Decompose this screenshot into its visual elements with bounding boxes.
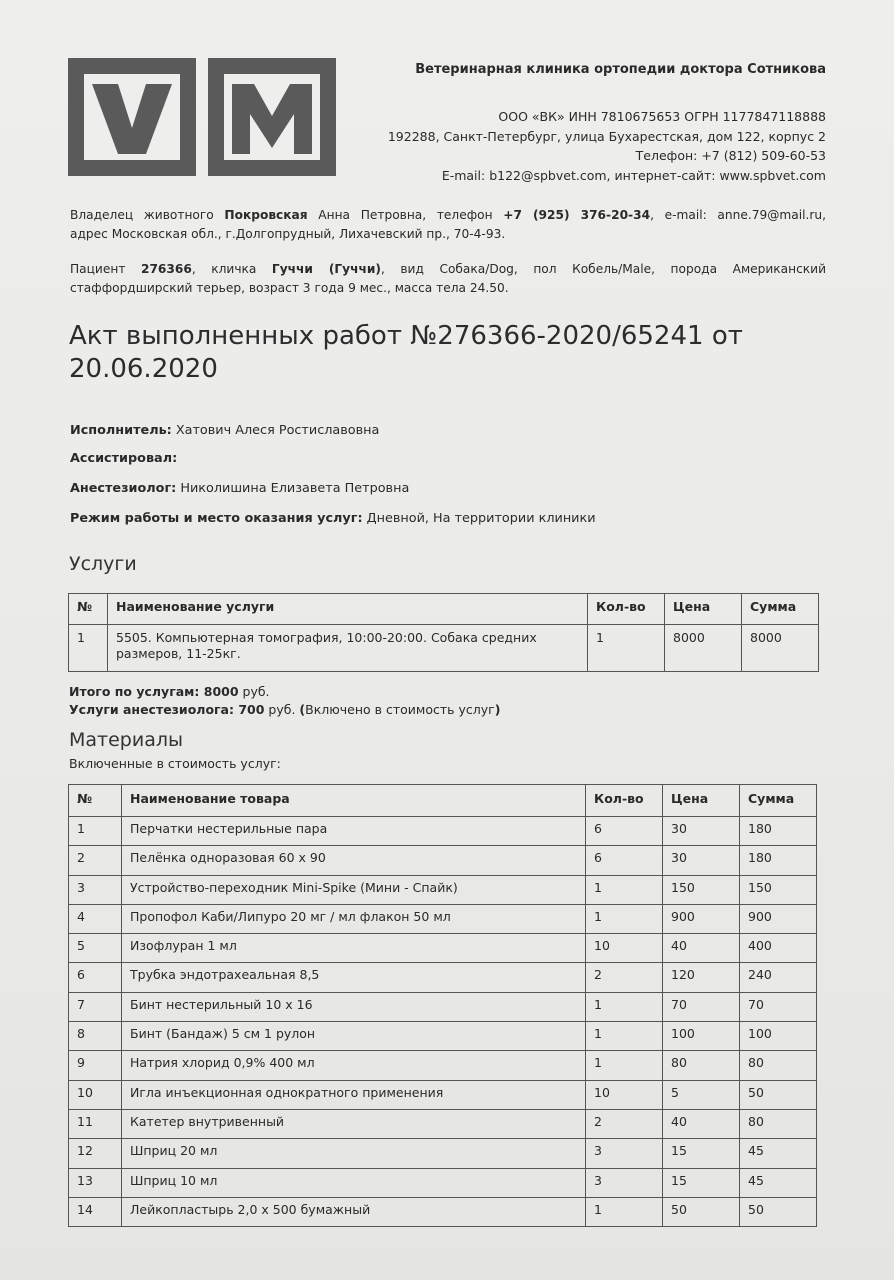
table-cell: 5: [69, 934, 122, 963]
services-header-row: № Наименование услуги Кол-во Цена Сумма: [69, 594, 819, 625]
table-cell: 15: [663, 1168, 740, 1197]
table-cell: 3: [69, 875, 122, 904]
table-cell: 6: [586, 817, 663, 846]
table-cell: 1: [586, 1051, 663, 1080]
table-cell: Устройство-переходник Mini-Spike (Мини - Спайк): [122, 875, 586, 904]
table-row: [69, 1168, 817, 1197]
table-cell: 10: [586, 934, 663, 963]
table-cell: 15: [663, 1139, 740, 1168]
table-row: [69, 1022, 817, 1051]
table-row: [69, 1109, 817, 1138]
patient-nickname: Гуччи (Гуччи): [271, 262, 381, 276]
clinic-name: Ветеринарная клиника ортопедии доктора Сотникова: [415, 62, 826, 77]
table-row: [69, 1139, 817, 1168]
table-cell: 1: [69, 625, 108, 672]
table-cell: 900: [663, 904, 740, 933]
table-cell: 100: [663, 1022, 740, 1051]
table-row: [69, 846, 817, 875]
table-cell: Шприц 10 мл: [122, 1168, 586, 1197]
service-mode-field: Режим работы и место оказания услуг: Дневной, На территории клиники: [70, 511, 596, 526]
clinic-address: 192288, Санкт-Петербург, улица Бухарестская, дом 122, корпус 2: [387, 128, 826, 144]
table-cell: 11: [69, 1109, 122, 1138]
table-cell: 12: [69, 1139, 122, 1168]
clinic-legal: ООО «ВК» ИНН 7810675653 ОГРН 1177847118888: [498, 109, 826, 125]
act-title: Акт выполненных работ №276366-2020/65241 от 20.06.2020: [69, 321, 743, 384]
table-row: [69, 963, 817, 992]
patient-line-1: Пациент 276366, кличка Гуччи (Гуччи), вид Собака/Dog, пол Кобель/Male, порода Американский: [70, 262, 827, 276]
table-cell: 150: [663, 875, 740, 904]
table-cell: Перчатки нестерильные пара: [122, 817, 586, 846]
table-cell: 4: [69, 904, 122, 933]
table-cell: 40: [663, 1109, 740, 1138]
materials-heading: Материалы: [69, 729, 183, 751]
table-cell: 3: [586, 1139, 663, 1168]
patient-line-2: стаффордширский терьер, возраст 3 года 9 мес., масса тела 24.50.: [70, 281, 509, 295]
table-cell: 30: [663, 846, 740, 875]
table-cell: Шприц 20 мл: [122, 1139, 586, 1168]
table-cell: 180: [740, 817, 817, 846]
table-cell: Пелёнка одноразовая 60 х 90: [122, 846, 586, 875]
anesthesiologist-field: Анестезиолог: Николишина Елизавета Петровна: [70, 481, 410, 496]
clinic-header: [388, 60, 826, 185]
table-cell: 100: [740, 1022, 817, 1051]
table-cell: 45: [740, 1139, 817, 1168]
clinic-phone: Телефон: +7 (812) 509-60-53: [635, 148, 826, 164]
services-totals: [69, 683, 500, 719]
table-cell: 13: [69, 1168, 122, 1197]
table-cell: Натрия хлорид 0,9% 400 мл: [122, 1051, 586, 1080]
table-cell: 6: [586, 846, 663, 875]
table-cell: 10: [69, 1080, 122, 1109]
patient-info: [70, 260, 826, 298]
table-cell: Лейкопластырь 2,0 х 500 бумажный: [122, 1197, 586, 1226]
table-row: [69, 875, 817, 904]
table-cell: 45: [740, 1168, 817, 1197]
table-cell: 30: [663, 817, 740, 846]
table-cell: 1: [586, 1022, 663, 1051]
table-cell: 150: [740, 875, 817, 904]
table-cell: 180: [740, 846, 817, 875]
table-cell: 1: [586, 1197, 663, 1226]
table-row: [69, 817, 817, 846]
table-row: [69, 992, 817, 1021]
table-cell: 14: [69, 1197, 122, 1226]
table-cell: Бинт (Бандаж) 5 см 1 рулон: [122, 1022, 586, 1051]
table-row: [69, 904, 817, 933]
executor-field: Исполнитель: Хатович Алеся Ростиславовна: [70, 423, 380, 438]
table-cell: 6: [69, 963, 122, 992]
table-cell: 40: [663, 934, 740, 963]
table-cell: 8: [69, 1022, 122, 1051]
table-cell: Катетер внутривенный: [122, 1109, 586, 1138]
materials-header-row: № Наименование товара Кол-во Цена Сумма: [69, 785, 817, 817]
clinic-contacts: E-mail: b122@spbvet.com, интернет-сайт: www.spbvet.com: [441, 167, 826, 183]
table-cell: 5505. Компьютерная томография, 10:00-20:00. Собака средних размеров, 11-25кг.: [108, 625, 588, 672]
table-cell: 1: [588, 625, 665, 672]
table-cell: 120: [663, 963, 740, 992]
services-total: Итого по услугам: 8000 руб.: [69, 684, 270, 699]
table-cell: 3: [586, 1168, 663, 1197]
table-cell: 2: [586, 1109, 663, 1138]
owner-address: адрес Московская обл., г.Долгопрудный, Лихачевский пр., 70-4-93.: [70, 227, 506, 241]
materials-table: [68, 784, 817, 1227]
table-cell: 50: [740, 1080, 817, 1109]
table-cell: 50: [740, 1197, 817, 1226]
table-cell: 5: [663, 1080, 740, 1109]
table-row: [69, 1080, 817, 1109]
table-row: [69, 934, 817, 963]
anesthesiologist-total: Услуги анестезиолога: 700 руб. (Включено в стоимость услуг): [69, 702, 501, 717]
materials-subheading: Включенные в стоимость услуг:: [69, 756, 281, 771]
table-cell: 240: [740, 963, 817, 992]
owner-line-1: Владелец животного Покровская Анна Петровна, телефон +7 (925) 376-20-34, e-mail: anne.79@mail.ru,: [70, 208, 826, 222]
table-cell: 8000: [665, 625, 742, 672]
table-cell: 1: [586, 875, 663, 904]
table-row: [69, 1197, 817, 1226]
table-cell: 400: [740, 934, 817, 963]
assistant-field: Ассистировал:: [70, 451, 178, 466]
table-cell: Бинт нестерильный 10 х 16: [122, 992, 586, 1021]
table-cell: 80: [663, 1051, 740, 1080]
owner-phone: +7 (925) 376-20-34: [503, 208, 651, 222]
table-cell: 8000: [742, 625, 819, 672]
table-cell: 900: [740, 904, 817, 933]
table-cell: Пропофол Каби/Липуро 20 мг / мл флакон 50 мл: [122, 904, 586, 933]
table-cell: 80: [740, 1109, 817, 1138]
table-cell: Игла инъекционная однократного применения: [122, 1080, 586, 1109]
table-cell: 80: [740, 1051, 817, 1080]
table-cell: 70: [740, 992, 817, 1021]
patient-id: 276366: [140, 262, 192, 276]
table-cell: 70: [663, 992, 740, 1021]
table-cell: 9: [69, 1051, 122, 1080]
table-row: [69, 1051, 817, 1080]
table-cell: Изофлуран 1 мл: [122, 934, 586, 963]
table-cell: 7: [69, 992, 122, 1021]
owner-info: [70, 206, 826, 244]
table-cell: 50: [663, 1197, 740, 1226]
table-cell: 1: [69, 817, 122, 846]
table-cell: Трубка эндотрахеальная 8,5: [122, 963, 586, 992]
table-cell: 2: [586, 963, 663, 992]
services-heading: Услуги: [69, 553, 137, 575]
owner-surname: Покровская: [224, 208, 308, 222]
table-row: [69, 625, 819, 672]
clinic-logo: [68, 58, 336, 178]
table-cell: 1: [586, 992, 663, 1021]
table-cell: 2: [69, 846, 122, 875]
services-table: [68, 593, 819, 672]
table-cell: 1: [586, 904, 663, 933]
table-cell: 10: [586, 1080, 663, 1109]
